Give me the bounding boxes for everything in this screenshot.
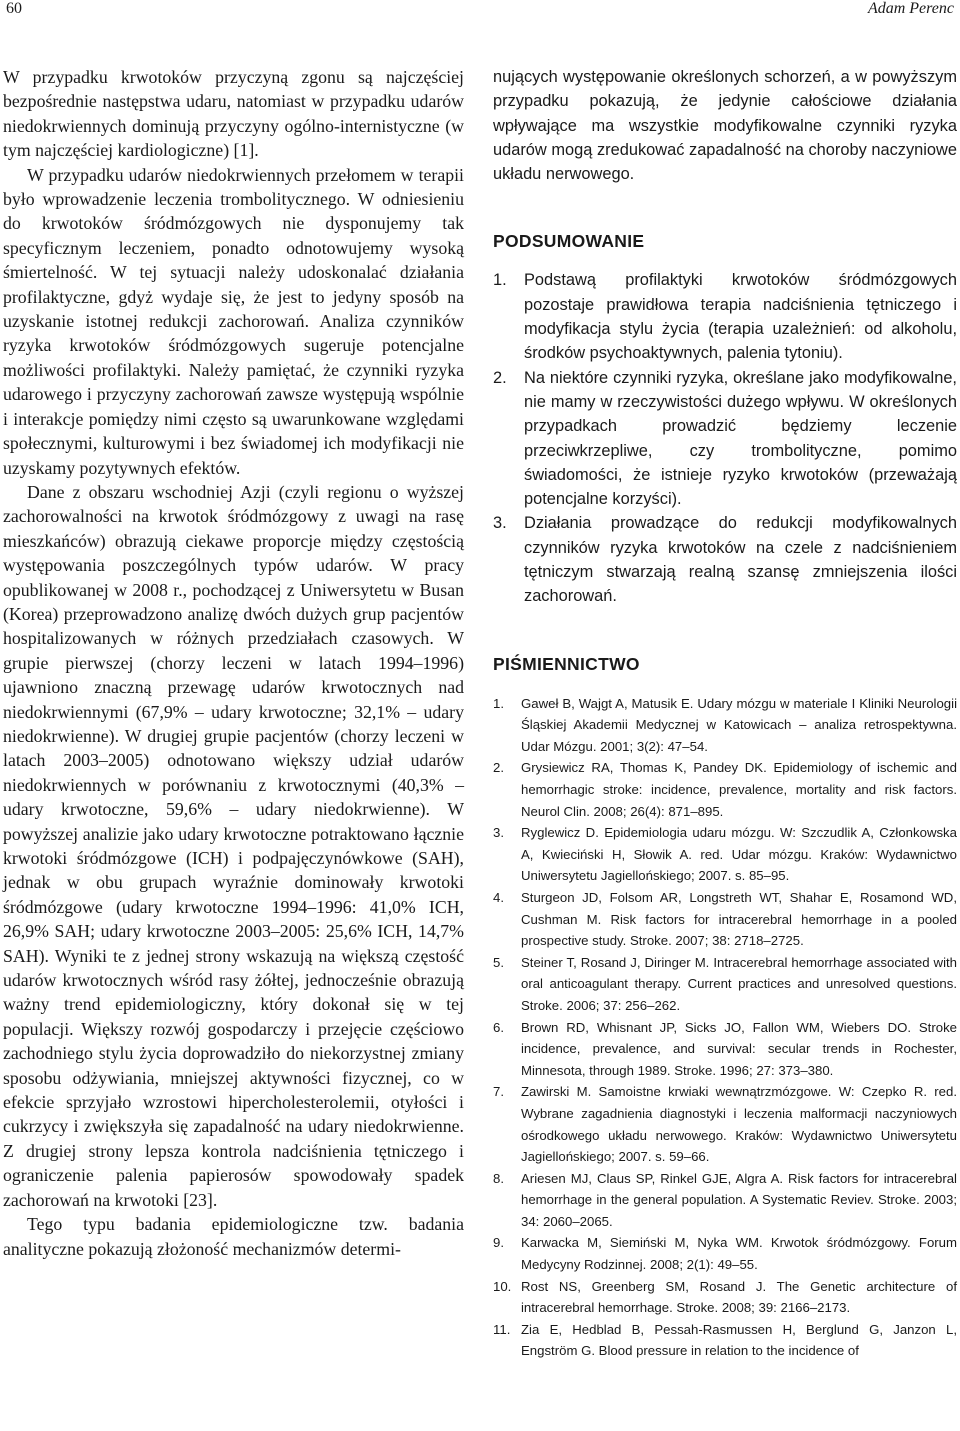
reference-item — [493, 1168, 957, 1233]
list-number: 1. — [493, 271, 507, 290]
references-list — [493, 693, 957, 1362]
body-paragraph: W przypadku krwotoków przyczyną zgonu są najczęściej bezpośrednie następstwa udaru, natomiast w przypadku udarów niedokrwiennych dominują przyczyny ogólno-internistyczne (w tym najczęściej kardiologiczne) [1]. — [3, 67, 464, 161]
reference-text: Ryglewicz D. Epidemiologia udaru mózgu. W: Szczudlik A, Członkowska A, Kwieciński H, Słowik A. red. Udar mózgu. Kraków: Wydawnictwo Uniwersytetu Jagiellońskiego; 2007. s. 85–95. — [521, 825, 957, 884]
reference-number: 1. — [493, 695, 504, 711]
reference-text: Grysiewicz RA, Thomas K, Pandey DK. Epidemiology of ischemic and hemorrhagic stroke: incidence, prevalence, mortality and risk factors. Neurol Clin. 2008; 26(4): 871–895. — [521, 760, 957, 819]
reference-text: Sturgeon JD, Folsom AR, Longstreth WT, Shahar E, Rosamond WD, Cushman M. Risk factors for intracerebral hemorrhage in a pooled prospective study. Stroke. 2007; 38: 2718–2725. — [521, 889, 957, 949]
reference-item — [493, 887, 957, 952]
reference-text: Karwacka M, Siemiński M, Nyka WM. Krwotok śródmózgowy. Forum Medycyny Rodzinnej. 2008; 2(1): 49–55. — [521, 1235, 957, 1273]
reference-item — [493, 1081, 957, 1167]
reference-text: Ariesen MJ, Claus SP, Rinkel GJE, Algra A. Risk factors for intracerebral hemorrhage in the general population. A Systematic Reviev. Stroke. 2003; 34: 2060–2065. — [521, 1170, 957, 1229]
reference-text: Steiner T, Rosand J, Diringer M. Intracerebral hemorrhage associated with oral anticoagulant therapy. Current practices and unresolved questions. Stroke. 2006; 37: 256–262. — [521, 954, 957, 1013]
reference-number: 3. — [493, 825, 504, 841]
conclusions-list — [493, 268, 957, 608]
continued-paragraph: nujących występowanie określonych schorzeń, a w powyższym przypadku pokazują, że jedynie całościowe działania wpływające ma wszystkie modyfikowalne czynniki ryzyka udarów mogą zredukować zapadalność na choroby naczyniowe układu nerwowego. — [493, 68, 957, 184]
page-number: 60 — [6, 0, 22, 17]
list-item — [493, 268, 957, 365]
summary-heading: PODSUMOWANIE — [493, 231, 645, 252]
list-number: 3. — [493, 514, 507, 533]
reference-number: 11. — [493, 1321, 511, 1337]
references-heading: PIŚMIENNICTWO — [493, 653, 640, 674]
reference-text: Gaweł B, Wajgt A, Matusik E. Udary mózgu w materiale I Kliniki Neurologii Śląskiej Akademii Medycznej w Katowicach – analiza retrospektywna. Udar Mózgu. 2001; 3(2): 47–54. — [521, 695, 957, 754]
reference-item — [493, 1319, 957, 1362]
list-number: 2. — [493, 368, 507, 387]
reference-number: 5. — [493, 954, 504, 970]
reference-number: 7. — [493, 1084, 504, 1100]
right-column — [493, 65, 957, 1362]
left-column — [3, 65, 464, 1261]
reference-number: 4. — [493, 889, 504, 905]
reference-text: Rost NS, Greenberg SM, Rosand J. The Genetic architecture of intracerebral hemorrhage. Stroke. 2008; 39: 2166–2173. — [521, 1278, 957, 1316]
reference-number: 2. — [493, 760, 504, 776]
list-text: Działania prowadzące do redukcji modyfikowalnych czynników ryzyka krwotoków na czele z nadciśnieniem tętniczym stwarzają realną szansę zmniejszenia ilości zachorowań. — [524, 514, 957, 606]
reference-text: Zia E, Hedblad B, Pessah-Rasmussen H, Berglund G, Janzon L, Engström G. Blood pressure in relation to the incidence of — [521, 1321, 957, 1359]
reference-item — [493, 1232, 957, 1275]
reference-number: 8. — [493, 1170, 504, 1186]
list-item — [493, 511, 957, 608]
reference-item — [493, 1276, 957, 1319]
body-paragraph: W przypadku udarów niedokrwiennych przełomem w terapii było wprowadzenie leczenia trombolitycznego. W odniesieniu do krwotoków śródmózgowych nie dysponujemy tak specyficznym leczeniem, ponadto odnotowujemy wysoką śmiertelność. W tej sytuacji należy udoskonalać działania profilaktyczne, gdyż wydaje się, że jest to jedyny sposób na uzyskanie istotnej redukcji zachorowań. Analiza czynników ryzyka krwotoków śródmózgowych sugeruje potencjalne możliwości profilaktyki. Należy pamiętać, że czynniki ryzyka udarowego i przyczyny zachorowań zawsze występują wspólnie i interakcje pomiędzy nimi często są uwarunkowane względami społecznymi, kulturowymi i bez świadomej ich modyfikacji nie uzyskamy pozytywnych efektów. — [3, 164, 464, 478]
reference-number: 6. — [493, 1019, 504, 1035]
reference-text: Brown RD, Whisnant JP, Sicks JO, Fallon WM, Wiebers DO. Stroke incidence, prevalence, and survival: secular trends in Rochester, Minnesota, through 1989. Stroke. 1996; 27: 373–380. — [521, 1019, 957, 1078]
reference-item — [493, 952, 957, 1017]
body-paragraph: Tego typu badania epidemiologiczne tzw. badania analityczne pokazują złożoność mechanizmów determi- — [3, 1214, 464, 1259]
reference-item — [493, 822, 957, 887]
running-author: Adam Perenc — [867, 0, 954, 17]
body-paragraph: Dane z obszaru wschodniej Azji (czyli regionu o wyższej zachorowalności na krwotok śródmózgowy z uwagi na rasę mieszkańców) obrazują ciekawe proporcje między częstością występowania poszczególnych typów udarów. W pracy opublikowanej w 2008 r., pochodzącej z Uniwersytetu w Busan (Korea) przeprowadzono analizę dwóch dużych grup pacjentów hospitalizowanych w różnych przedziałach czasowych. W grupie pierwszej (chorzy leczeni w latach 1994–1996) ujawniono znaczną przewagę udarów krwotocznych nad niedokrwiennymi (67,9% – udary krwotoczne; 32,1% – udary niedokrwienne). W drugiej grupie pacjentów (chorzy leczeni w latach 2003–2005) odnotowano większy udział udarów niedokrwiennych w porównaniu z krwotocznymi (40,3% – udary krwotoczne, 59,6% – udary niedokrwienne). W powyższej analizie jako udary krwotoczne potraktowano łącznie krwotoki śródmózgowe (ICH) i podpajęczynówkowe (SAH), jednak w obu grupach wyraźnie dominowały krwotoki śródmózgowe (udary krwotoczne 1994–1996: 41,0% ICH, 26,9% SAH; udary krwotoczne 2003–2005: 25,6% ICH, 14,7% SAH). Wyniki te z jednej strony wskazują na większą częstość udarów krwotocznych wśród rasy żółtej, jednocześnie obrazują ważny trend epidemiologiczny, który dokonał się w tej populacji. Większy rozwój gospodarczy i przejęcie częściowo zachodniego stylu życia doprowadziło do niekorzystnej zmiany sposobu odżywiania, mniejszej aktywności fizycznej, co w efekcie sprzyjało wzrostowi hipercholesterolemii, otyłości i cukrzycy i zwiększyła się zapadalność na udary niedokrwienne. Z drugiej strony lepsza kontrola nadciśnienia tętniczego i ograniczenie palenia papierosów spowodowały spadek zachorowań na krwotoki [23]. — [3, 481, 464, 1210]
reference-item — [493, 693, 957, 758]
list-text: Na niektóre czynniki ryzyka, określane jako modyfikowalne, nie mamy w rzeczywistości dużego wpływu. W określonych przypadkach prowadzić będziemy leczenie przeciwkrzepliwe, czy trombolityczne, pomimo świadomości, że istnieje ryzyko krwotoków (przeważają potencjalne korzyści). — [524, 368, 957, 509]
running-header — [0, 0, 960, 20]
list-item — [493, 366, 957, 512]
reference-text: Zawirski M. Samoistne krwiaki wewnątrzmózgowe. W: Czepko R. red. Wybrane zagadnienia diagnostyki i leczenia malformacji naczyniowych ośrodkowego układu nerwowego. Kraków: Wydawnictwo Uniwersytetu Jagiellońskiego; 2007. s. 59–66. — [521, 1084, 957, 1165]
reference-number: 9. — [493, 1235, 504, 1251]
reference-item — [493, 757, 957, 822]
list-text: Podstawą profilaktyki krwotoków śródmózgowych pozostaje prawidłowa terapia nadciśnienia tętniczego i modyfikacja stylu życia (terapia uzależnień: od alkoholu, środków psychoaktywnych, palenia tytoniu). — [524, 271, 957, 363]
reference-item — [493, 1017, 957, 1082]
reference-number: 10. — [493, 1278, 512, 1294]
